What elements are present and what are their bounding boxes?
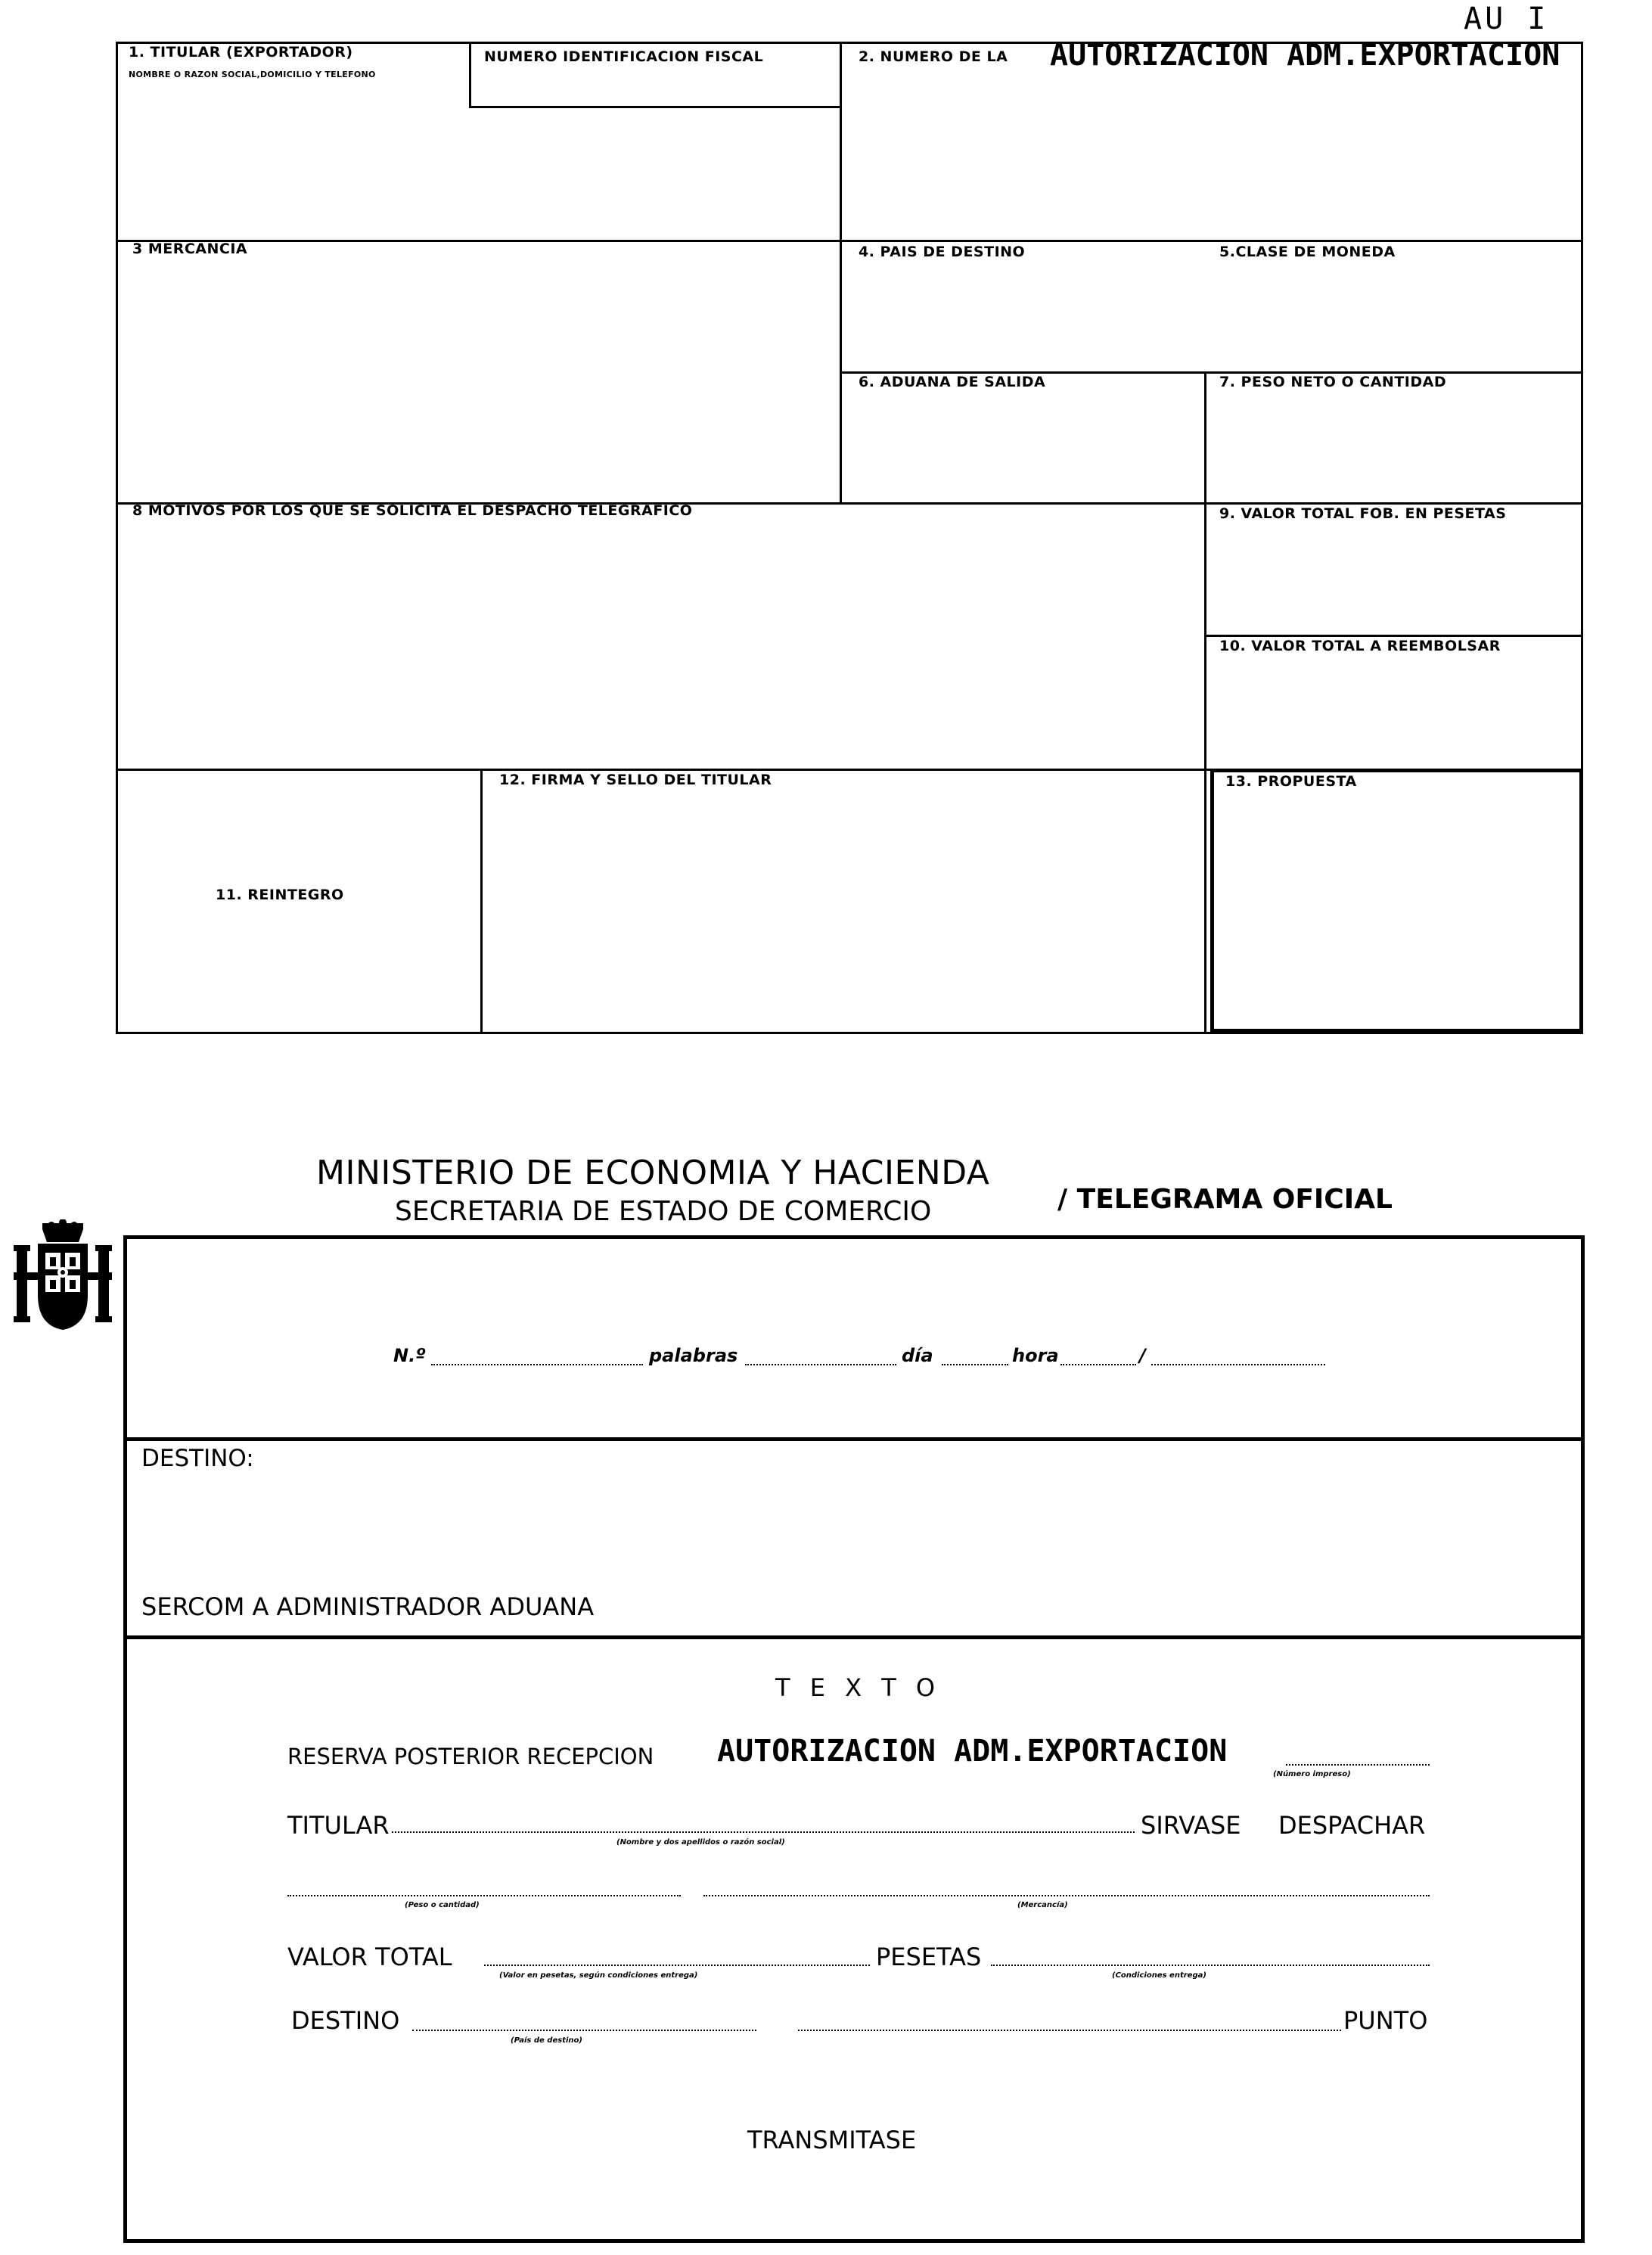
valor-label: VALOR TOTAL — [287, 1943, 452, 1971]
field-7-box[interactable] — [1204, 371, 1583, 505]
dia-label: día — [902, 1345, 933, 1366]
field-2-label: 2. NUMERO DE LA — [859, 48, 1008, 65]
telegram-oficial-label: / TELEGRAMA OFICIAL — [1057, 1184, 1393, 1215]
valor-caption: (Valor en pesetas, según condiciones entrega) — [499, 1971, 698, 1980]
field-5-label: 5.CLASE DE MONEDA — [1219, 244, 1396, 260]
reserva-field[interactable] — [1286, 1764, 1430, 1766]
field-6-box[interactable] — [840, 371, 1206, 505]
field-10-box[interactable] — [1204, 635, 1583, 771]
field-4-label: 4. PAIS DE DESTINO — [859, 244, 1026, 260]
condiciones-field[interactable] — [991, 1965, 1430, 1966]
no-label: N.º — [393, 1345, 426, 1366]
sercom-line: SERCOM A ADMINISTRADOR ADUANA — [141, 1592, 595, 1621]
despachar-label: DESPACHAR — [1278, 1811, 1426, 1840]
titular-caption: (Nombre y dos apellidos o razón social) — [616, 1838, 785, 1847]
reserva-label: RESERVA POSTERIOR RECEPCION — [287, 1744, 654, 1769]
field-11-label: 11. REINTEGRO — [216, 887, 344, 903]
typed-heading: AUTORIZACION ADM.EXPORTACION — [1050, 38, 1560, 73]
punto-label: PUNTO — [1343, 2006, 1428, 2035]
mercancia-caption: (Mercancía) — [1017, 1901, 1068, 1909]
mercancia-field[interactable] — [703, 1895, 1430, 1896]
field-10-label: 10. VALOR TOTAL A REEMBOLSAR — [1219, 638, 1501, 654]
divider-2 — [123, 1635, 1585, 1639]
transmitase-label: TRANSMITASE — [747, 2126, 917, 2154]
peso-field[interactable] — [287, 1895, 681, 1896]
peso-caption: (Peso o cantidad) — [405, 1901, 480, 1909]
sirvase-label: SIRVASE — [1141, 1811, 1241, 1840]
destino2-label: DESTINO — [291, 2006, 400, 2035]
hora-field[interactable] — [1060, 1364, 1136, 1365]
ministry-title: MINISTERIO DE ECONOMIA Y HACIENDA — [316, 1154, 990, 1192]
palabras-label: palabras — [649, 1345, 738, 1366]
field-1-label: 1. TITULAR (EXPORTADOR) — [129, 44, 353, 61]
field-12-box[interactable] — [480, 769, 1206, 1034]
secretaria-title: SECRETARIA DE ESTADO DE COMERCIO — [395, 1196, 932, 1227]
texto-heading: T E X T O — [775, 1673, 942, 1702]
field-3-box[interactable] — [116, 240, 842, 505]
field-3-label: 3 MERCANCIA — [132, 241, 248, 257]
field-12-label: 12. FIRMA Y SELLO DEL TITULAR — [499, 772, 772, 788]
hora-label: hora — [1012, 1345, 1059, 1366]
coat-of-arms-icon — [14, 1219, 112, 1333]
destino2-field[interactable] — [798, 2030, 1341, 2031]
reserva-caption: (Número impreso) — [1273, 1770, 1351, 1778]
destino-label: DESTINO: — [141, 1445, 254, 1472]
valor-field[interactable] — [484, 1965, 870, 1966]
field-8-box[interactable] — [116, 502, 1206, 771]
no-field[interactable] — [431, 1364, 643, 1365]
form-code: AU I — [1464, 2, 1549, 36]
slash-field[interactable] — [1151, 1364, 1325, 1365]
dia-field[interactable] — [942, 1364, 1008, 1365]
field-13-box[interactable] — [1210, 769, 1583, 1033]
titular-field[interactable] — [392, 1831, 1135, 1833]
reserva-typed: AUTORIZACION ADM.EXPORTACION — [717, 1734, 1228, 1769]
top-form — [0, 0, 1652, 1044]
pais-caption: (País de destino) — [511, 2036, 582, 2045]
condiciones-caption: (Condiciones entrega) — [1112, 1971, 1206, 1980]
field-8-label: 8 MOTIVOS POR LOS QUE SE SOLICITA EL DESPACHO TELEGRAFICO — [132, 502, 693, 519]
palabras-field[interactable] — [745, 1364, 896, 1365]
field-13-label: 13. PROPUESTA — [1225, 773, 1357, 790]
divider-1 — [123, 1437, 1585, 1441]
nif-label: NUMERO IDENTIFICACION FISCAL — [484, 48, 764, 65]
field-7-label: 7. PESO NETO O CANTIDAD — [1219, 374, 1447, 390]
titular-label: TITULAR — [287, 1811, 390, 1840]
slash-label: / — [1139, 1345, 1146, 1366]
field-9-box[interactable] — [1204, 502, 1583, 637]
field-1-sublabel: NOMBRE O RAZON SOCIAL,DOMICILIO Y TELEFONO — [129, 70, 376, 79]
field-9-label: 9. VALOR TOTAL FOB. EN PESETAS — [1219, 505, 1507, 522]
pais-field[interactable] — [412, 2030, 756, 2031]
field-6-label: 6. ADUANA DE SALIDA — [859, 374, 1046, 390]
pesetas-label: PESETAS — [876, 1943, 982, 1971]
